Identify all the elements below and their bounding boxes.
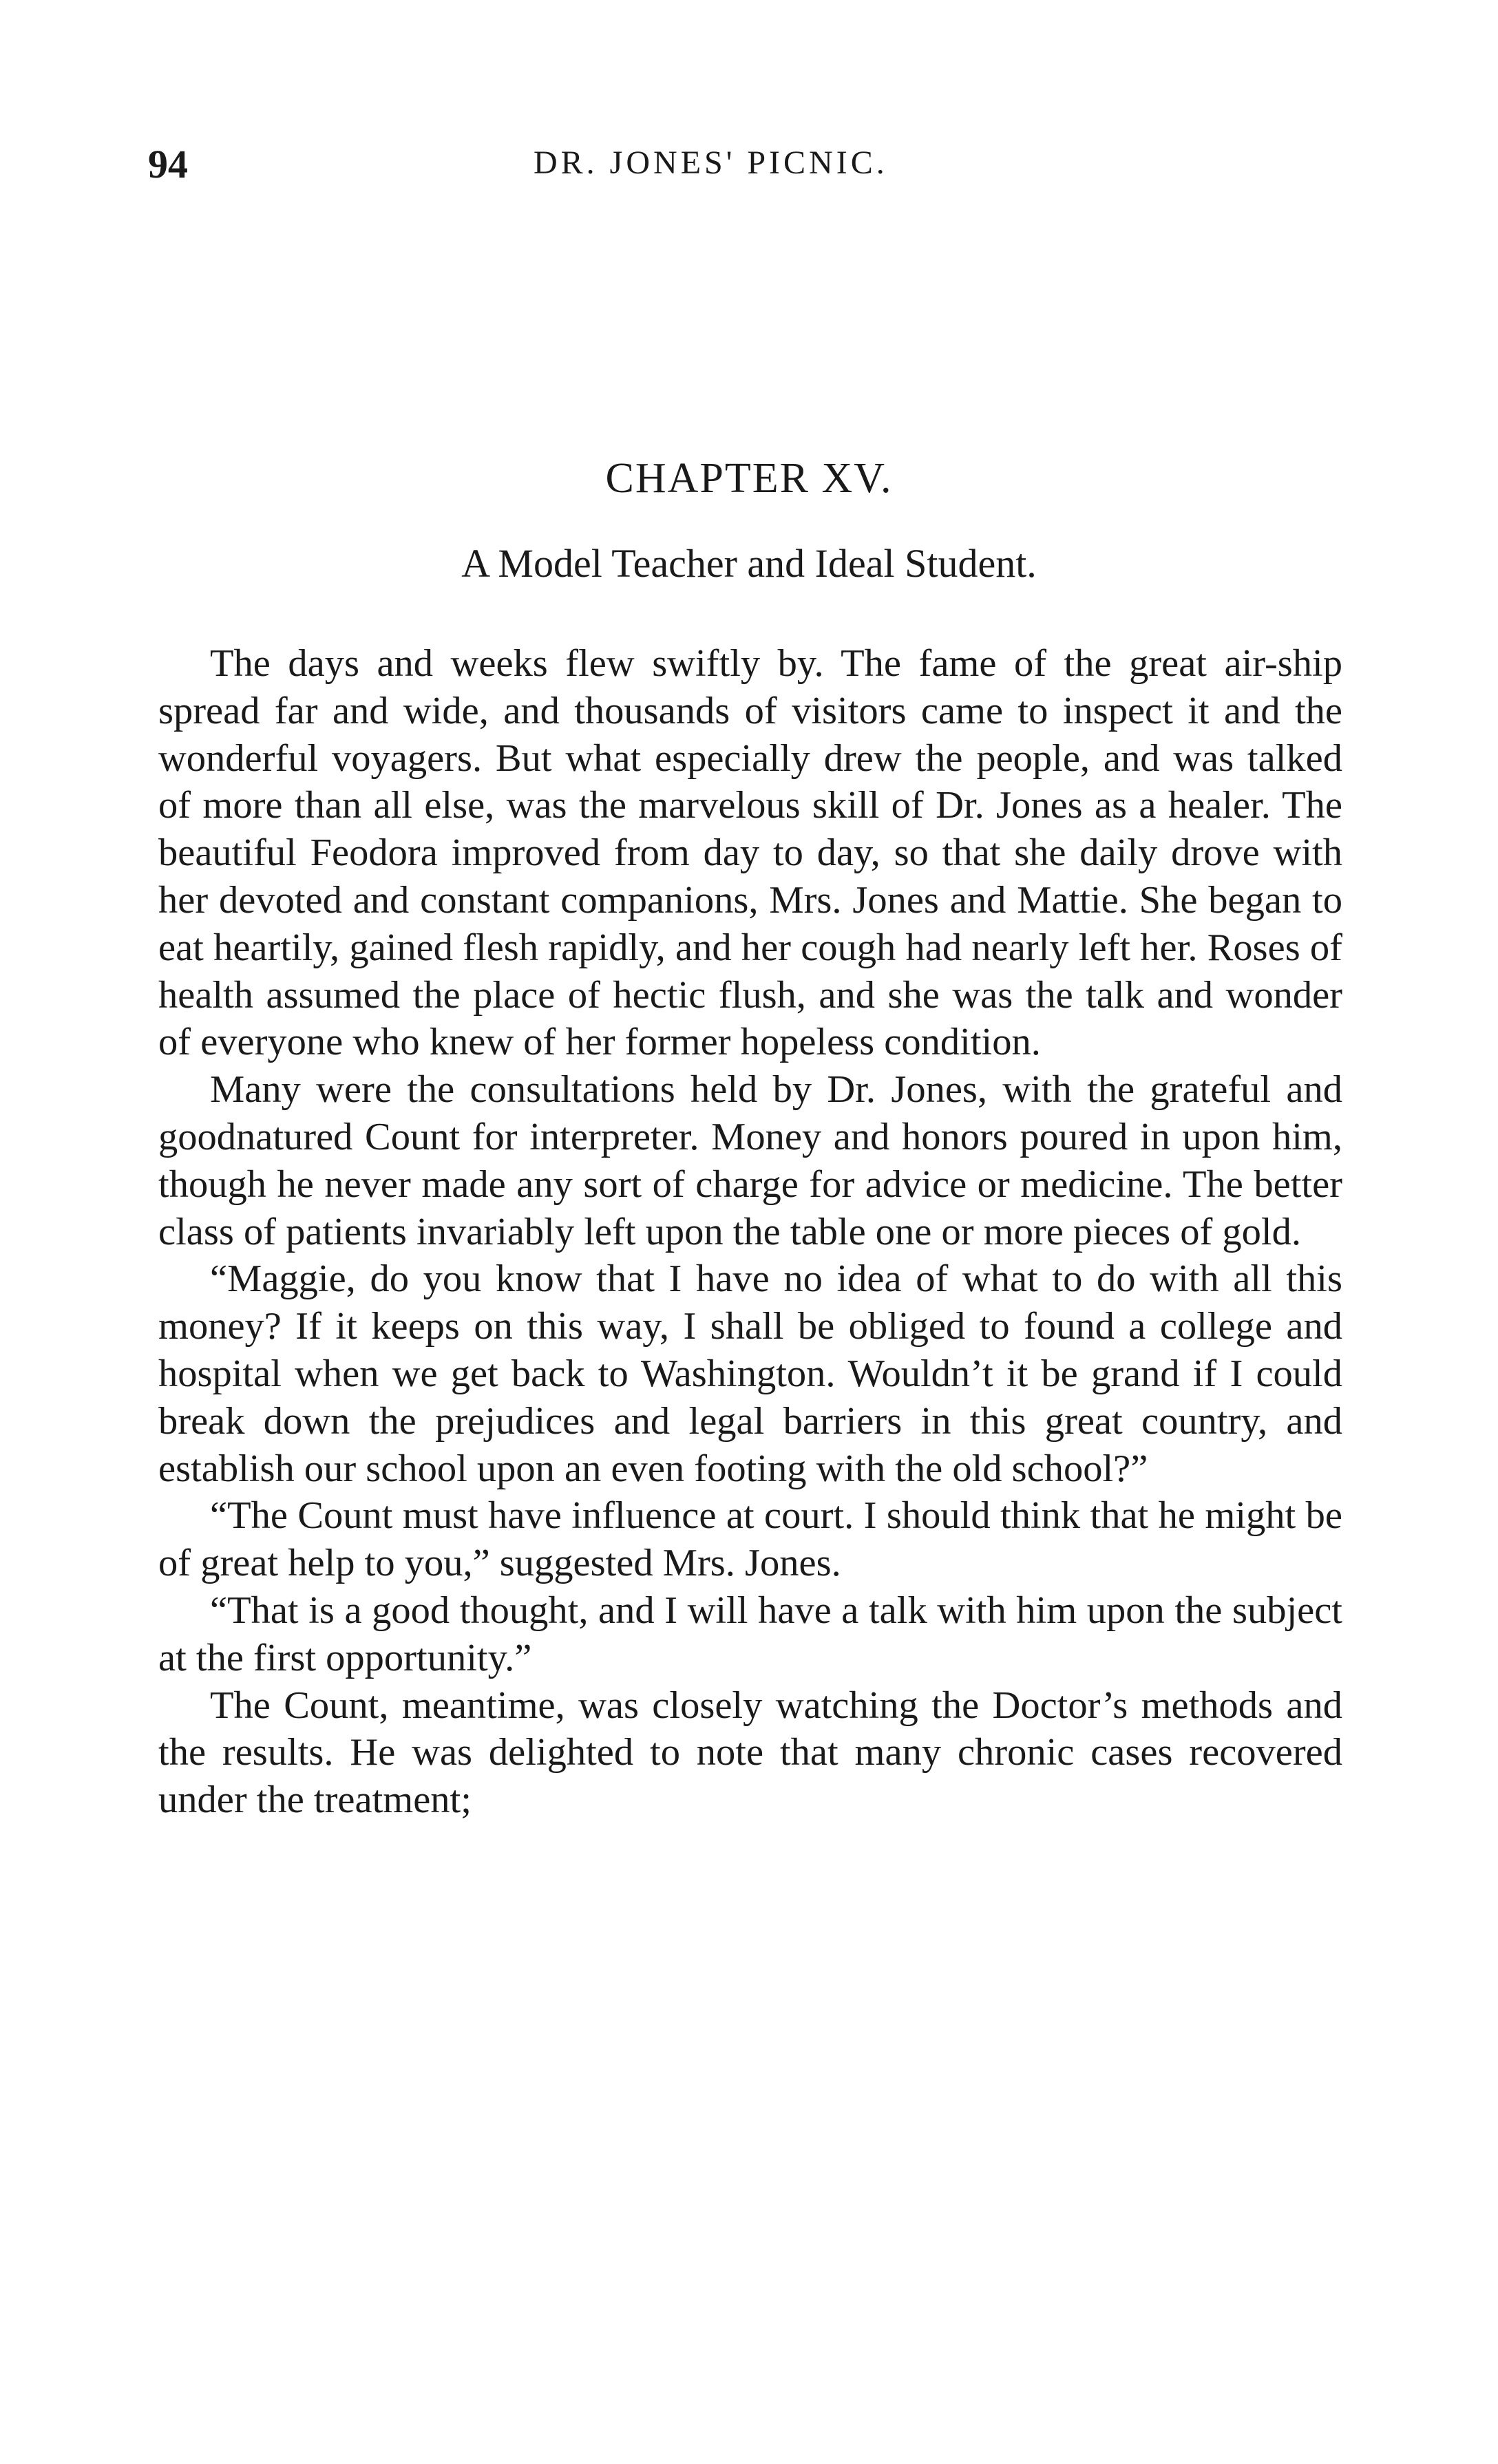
paragraph: “Maggie, do you know that I have no idea of what to do with all this money? If it keeps on this way, I shall be obliged to found a college and hospital when we get back to Washington. Wouldn’t it be grand if I could break down the prejudices and legal barriers in this great country, and establish our school upon an even footing with the old school?”	[158, 1257, 1342, 1490]
paragraph: “That is a good thought, and I will have a talk with him upon the subject at the first opportunity.”	[158, 1589, 1342, 1679]
paragraph: “The Count must have influence at court. I should think that he might be of great help to you,” suggested Mrs. Jones.	[158, 1494, 1342, 1585]
running-head	[0, 141, 1498, 196]
paragraph: The Count, meantime, was closely watching the Doctor’s methods and the results. He was delighted to note that many chronic cases recovered under the treatment;	[158, 1684, 1342, 1822]
page-number: 94	[148, 142, 188, 187]
chapter-heading: CHAPTER XV.	[605, 455, 893, 502]
chapter-subtitle: A Model Teacher and Ideal Student.	[461, 541, 1037, 586]
paragraph: The days and weeks flew swiftly by. The fame of the great air-ship spread far and wide, and thousands of visitors came to inspect it and the wonderful voyagers. But what especially drew the people, and was talked of more than all else, was the marvelous skill of Dr. Jones as a healer. The beautiful Feodora improved from day to day, so that she daily drove with her devoted and constant companions, Mrs. Jones and Mattie. She began to eat heartily, gained flesh rapidly, and her cough had nearly left her. Roses of health assumed the place of hectic flush, and she was the talk and wonder of everyone who knew of her former hopeless condition.	[158, 642, 1342, 1064]
body-text	[158, 640, 1342, 1824]
paragraph: Many were the consultations held by Dr. Jones, with the grateful and goodnatured Count for interpreter. Money and honors poured in upon him, though he never made any sort of charge for advice or medicine. The better class of patients invariably left upon the table one or more pieces of gold.	[158, 1068, 1342, 1253]
running-title: DR. JONES' PICNIC.	[534, 145, 888, 181]
